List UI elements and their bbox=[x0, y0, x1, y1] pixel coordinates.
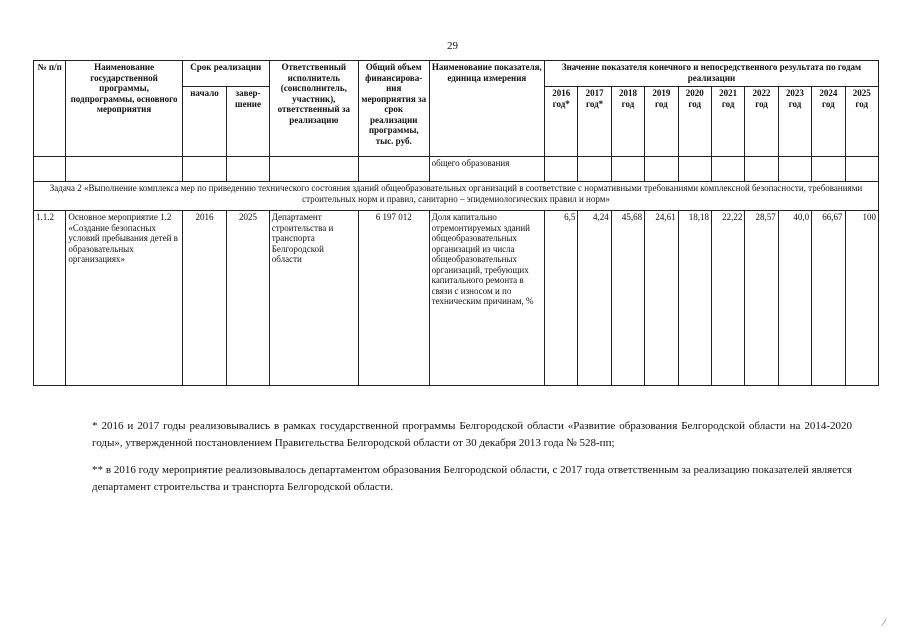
header-funding: Общий объем финансирова-ния мероприятия за срок реализации программы, тыс. руб. bbox=[358, 61, 429, 157]
continuation-text: общего образования bbox=[429, 157, 544, 182]
row-value: 28,57 bbox=[745, 211, 778, 386]
row-value: 100 bbox=[845, 211, 878, 386]
row-value: 18,18 bbox=[678, 211, 711, 386]
program-table bbox=[33, 60, 879, 386]
row-value: 24,61 bbox=[645, 211, 678, 386]
header-year: 2017 год* bbox=[578, 87, 611, 157]
page-number: 29 bbox=[447, 40, 458, 52]
header-year: 2021 год bbox=[711, 87, 744, 157]
row-num: 1.1.2 bbox=[34, 211, 66, 386]
row-value: 45,68 bbox=[611, 211, 644, 386]
task-row bbox=[34, 182, 879, 211]
header-year: 2024 год bbox=[812, 87, 845, 157]
header-term-start: начало bbox=[182, 87, 227, 157]
row-value: 6,5 bbox=[545, 211, 578, 386]
header-values: Значение показателя конечного и непосредственного результата по годам реализации bbox=[545, 61, 879, 87]
header-term: Срок реализации bbox=[182, 61, 269, 87]
task-text: Задача 2 «Выполнение комплекса мер по приведению технического состояния зданий общеобразовательных организаций в соответствие с нормативными требованиями комплексной безопасности, требованиями строительных норм и правил, санитарно – эпидемиологических правил и норм» bbox=[34, 182, 879, 211]
header-num: № п/п bbox=[34, 61, 66, 157]
header-year: 2019 год bbox=[645, 87, 678, 157]
row-name: Основное мероприятие 1.2 «Создание безопасных условий пребывания детей в образовательных организациях» bbox=[66, 211, 182, 386]
header-year: 2020 год bbox=[678, 87, 711, 157]
header-name: Наименование государственной программы, подпрограммы, основного мероприятия bbox=[66, 61, 182, 157]
table-row bbox=[34, 211, 879, 386]
row-funding: 6 197 012 bbox=[358, 211, 429, 386]
header-year: 2018 год bbox=[611, 87, 644, 157]
footnote-1: * 2016 и 2017 годы реализовывались в рамках государственной программы Белгородской области «Развитие образования Белгородской области на 2014-2020 годы», утвержденной постановлением Правительства Белгородской области от 30 декабря 2013 года № 528-пп; bbox=[92, 420, 852, 449]
row-indicator: Доля капитально отремонтируемых зданий общеобразовательных организаций из числа общеобразовательных организаций, требующих капитального ремонта в связи с износом и по техническим причинам, % bbox=[429, 211, 544, 386]
row-value: 22,22 bbox=[711, 211, 744, 386]
header-year: 2022 год bbox=[745, 87, 778, 157]
header-indicator: Наименование показателя, единица измерения bbox=[429, 61, 544, 157]
row-end: 2025 bbox=[227, 211, 270, 386]
header-year: 2025 год bbox=[845, 87, 878, 157]
header-year: 2023 год bbox=[778, 87, 811, 157]
row-value: 66,67 bbox=[812, 211, 845, 386]
row-executor: Департамент строительства и транспорта Белгородской области bbox=[269, 211, 358, 386]
header-term-end: завер-шение bbox=[227, 87, 270, 157]
continuation-row bbox=[34, 157, 879, 182]
row-value: 40,0 bbox=[778, 211, 811, 386]
header-year: 2016 год* bbox=[545, 87, 578, 157]
row-start: 2016 bbox=[182, 211, 227, 386]
corner-mark: ⁄ bbox=[883, 618, 885, 629]
header-executor: Ответственный исполнитель (соисполнитель, участник), ответственный за реализацию bbox=[269, 61, 358, 157]
header-row-1 bbox=[34, 61, 879, 87]
footnote-2: ** в 2016 году мероприятие реализовывалось департаментом образования Белгородской области, с 2017 года ответственным за реализацию показателей является департамент строительства и транспорта Белгородской области. bbox=[92, 464, 852, 493]
row-value: 4,24 bbox=[578, 211, 611, 386]
